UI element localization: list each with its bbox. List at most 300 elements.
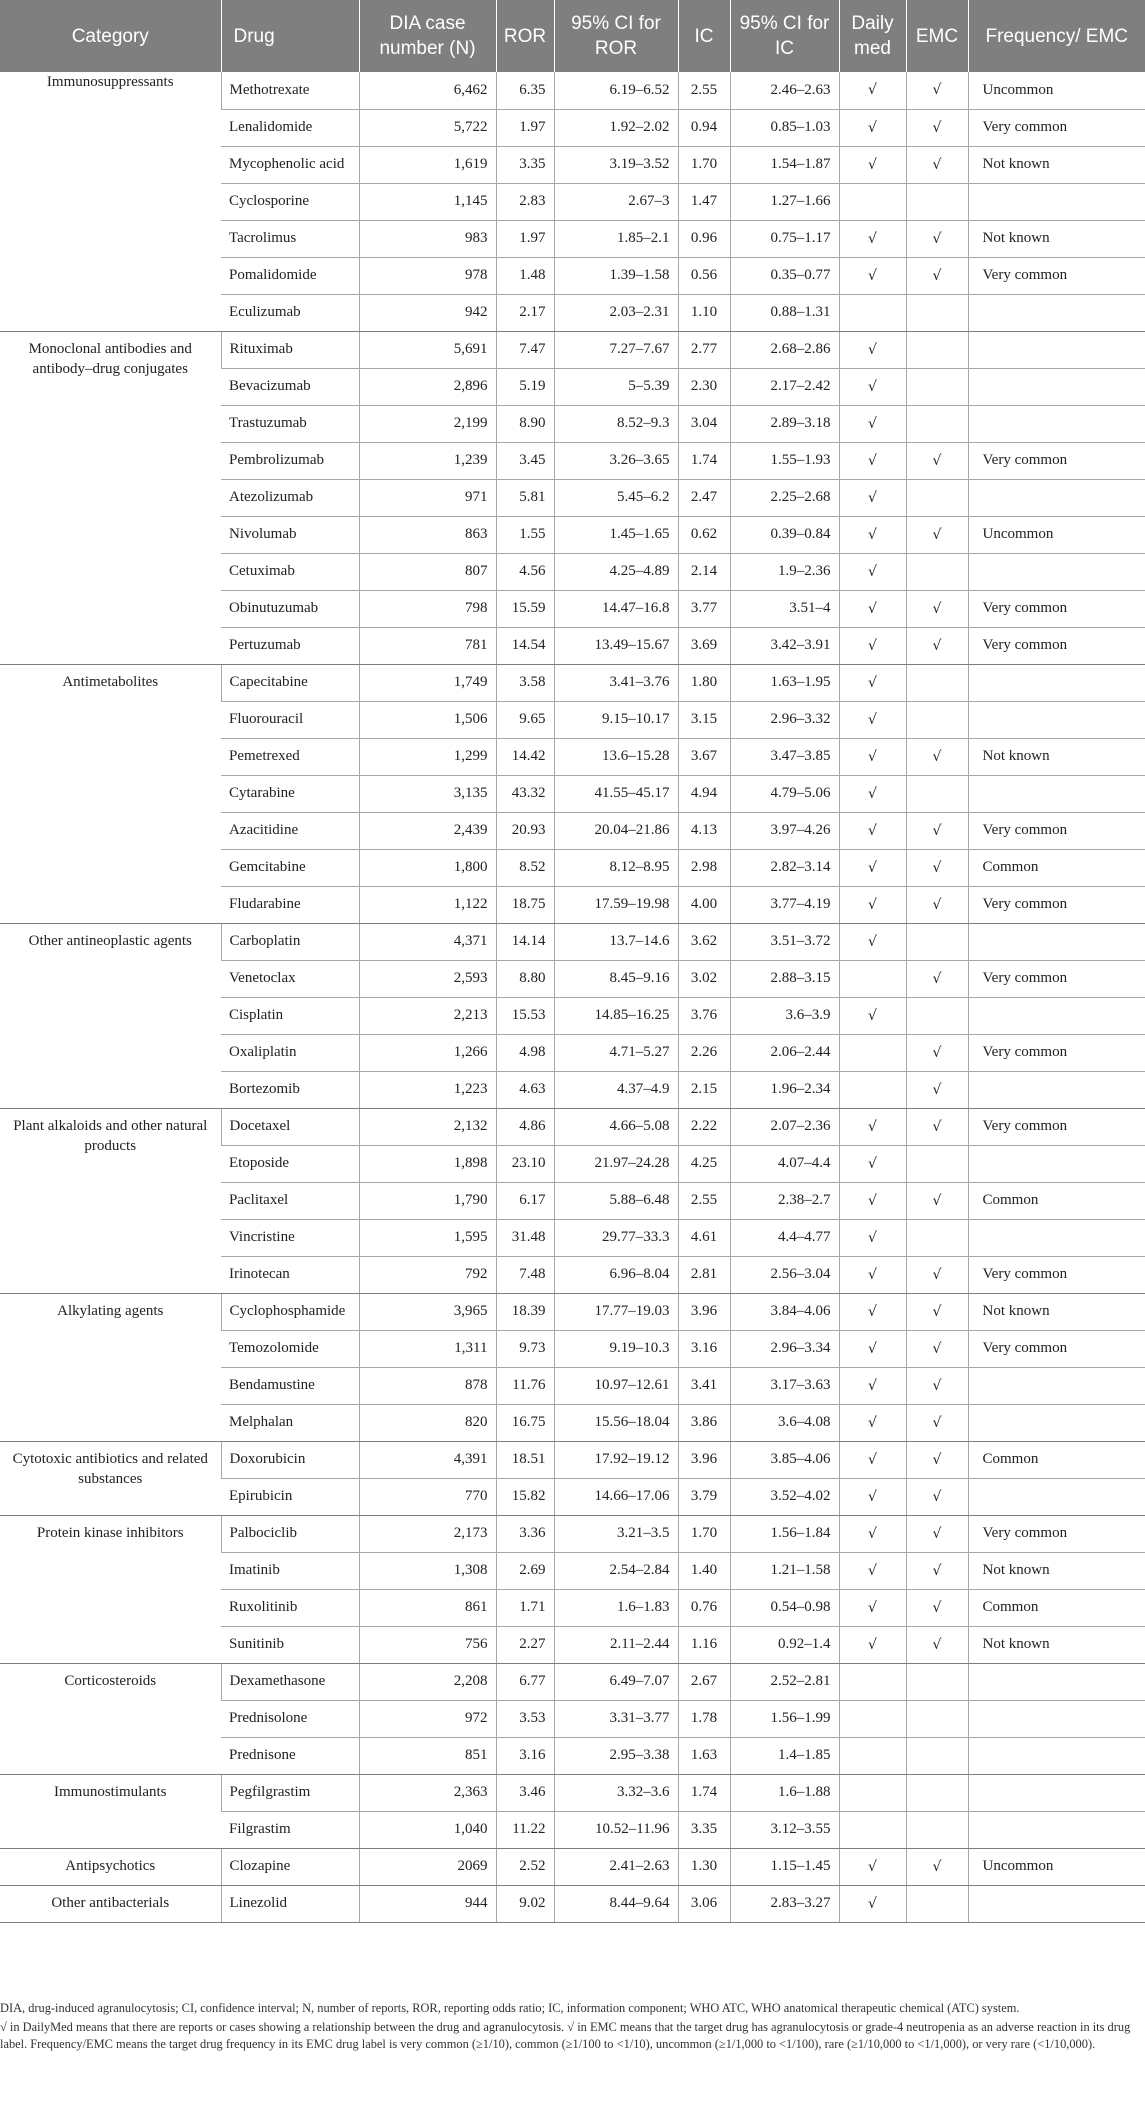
check-mark-icon: √ — [868, 1636, 877, 1653]
ror-ci-value: 14.47–16.8 — [554, 590, 678, 627]
ror-value: 14.14 — [496, 923, 554, 960]
ic-ci-value: 3.52–4.02 — [730, 1478, 839, 1515]
col-header-ic-ci: 95% CI for IC — [730, 0, 839, 72]
emc-check-cell — [906, 183, 968, 220]
ic-ci-value: 3.77–4.19 — [730, 886, 839, 923]
dailymed-check-cell — [839, 109, 906, 146]
emc-check-cell — [906, 1293, 968, 1330]
ror-ci-value: 6.49–7.07 — [554, 1663, 678, 1700]
ic-ci-value: 0.92–1.4 — [730, 1626, 839, 1663]
ror-ci-value: 13.7–14.6 — [554, 923, 678, 960]
dia-case-number: 1,299 — [359, 738, 496, 775]
category-cell: Plant alkaloids and other natural products — [0, 1108, 221, 1293]
dia-case-number: 4,371 — [359, 923, 496, 960]
ic-ci-value: 1.6–1.88 — [730, 1774, 839, 1811]
ror-ci-value: 1.6–1.83 — [554, 1589, 678, 1626]
ic-value: 1.63 — [678, 1737, 730, 1774]
category-cell: Monoclonal antibodies and antibody–drug conjugates — [0, 331, 221, 664]
dailymed-check-cell — [839, 1774, 906, 1811]
drug-name: Lenalidomide — [221, 109, 359, 146]
category-cell: Alkylating agents — [0, 1293, 221, 1441]
ic-ci-value: 1.96–2.34 — [730, 1071, 839, 1108]
emc-check-cell — [906, 1737, 968, 1774]
ic-value: 2.81 — [678, 1256, 730, 1293]
check-mark-icon: √ — [932, 526, 942, 543]
ic-value: 3.96 — [678, 1441, 730, 1478]
check-mark-icon: √ — [868, 1895, 877, 1912]
ic-value: 3.96 — [678, 1293, 730, 1330]
ic-value: 3.06 — [678, 1885, 730, 1922]
drug-name: Doxorubicin — [221, 1441, 359, 1478]
check-mark-icon: √ — [868, 1414, 877, 1431]
frequency-emc-value: Not known — [968, 146, 1145, 183]
ic-value: 1.10 — [678, 294, 730, 331]
dia-case-number: 1,898 — [359, 1145, 496, 1182]
dia-case-number: 5,722 — [359, 109, 496, 146]
check-mark-icon: √ — [932, 1081, 942, 1098]
ic-value: 3.41 — [678, 1367, 730, 1404]
ror-value: 23.10 — [496, 1145, 554, 1182]
check-mark-icon: √ — [868, 1192, 877, 1209]
check-mark-icon: √ — [868, 1451, 877, 1468]
dailymed-check-cell — [839, 1219, 906, 1256]
drug-name: Ruxolitinib — [221, 1589, 359, 1626]
check-mark-icon: √ — [932, 452, 942, 469]
drug-name: Melphalan — [221, 1404, 359, 1441]
ic-ci-value: 1.56–1.84 — [730, 1515, 839, 1552]
emc-check-cell — [906, 738, 968, 775]
ror-value: 1.71 — [496, 1589, 554, 1626]
ror-ci-value: 8.52–9.3 — [554, 405, 678, 442]
table-row — [0, 1885, 1145, 1922]
frequency-emc-value — [968, 1885, 1145, 1922]
dailymed-check-cell — [839, 294, 906, 331]
ic-ci-value: 2.89–3.18 — [730, 405, 839, 442]
emc-check-cell — [906, 1589, 968, 1626]
check-mark-icon: √ — [932, 600, 942, 617]
check-mark-icon: √ — [868, 1229, 877, 1246]
ror-value: 18.51 — [496, 1441, 554, 1478]
dia-case-number: 851 — [359, 1737, 496, 1774]
col-header-ror: ROR — [496, 0, 554, 72]
dia-case-number: 2069 — [359, 1848, 496, 1885]
frequency-emc-value — [968, 1478, 1145, 1515]
ror-ci-value: 2.03–2.31 — [554, 294, 678, 331]
check-mark-icon: √ — [932, 119, 942, 136]
emc-check-cell — [906, 1330, 968, 1367]
ic-value: 2.77 — [678, 331, 730, 368]
frequency-emc-value: Very common — [968, 109, 1145, 146]
dia-case-number: 1,122 — [359, 886, 496, 923]
dailymed-check-cell — [839, 775, 906, 812]
ror-value: 20.93 — [496, 812, 554, 849]
emc-check-cell — [906, 923, 968, 960]
ic-value: 2.47 — [678, 479, 730, 516]
ic-ci-value: 1.9–2.36 — [730, 553, 839, 590]
dia-case-number: 971 — [359, 479, 496, 516]
dia-case-number: 972 — [359, 1700, 496, 1737]
emc-check-cell — [906, 627, 968, 664]
ror-value: 14.54 — [496, 627, 554, 664]
check-mark-icon: √ — [868, 859, 877, 876]
dia-case-number: 2,132 — [359, 1108, 496, 1145]
drug-name: Cetuximab — [221, 553, 359, 590]
drug-name: Pegfilgrastim — [221, 1774, 359, 1811]
frequency-emc-value — [968, 664, 1145, 701]
ic-value: 4.25 — [678, 1145, 730, 1182]
dailymed-check-cell — [839, 1848, 906, 1885]
ror-ci-value: 10.97–12.61 — [554, 1367, 678, 1404]
ror-ci-value: 20.04–21.86 — [554, 812, 678, 849]
ror-value: 3.53 — [496, 1700, 554, 1737]
ror-ci-value: 9.19–10.3 — [554, 1330, 678, 1367]
check-mark-icon: √ — [932, 896, 942, 913]
ic-ci-value: 1.27–1.66 — [730, 183, 839, 220]
dia-case-number: 1,145 — [359, 183, 496, 220]
drug-name: Bortezomib — [221, 1071, 359, 1108]
ror-ci-value: 13.6–15.28 — [554, 738, 678, 775]
check-mark-icon: √ — [868, 896, 877, 913]
table-row — [0, 1848, 1145, 1885]
ror-value: 31.48 — [496, 1219, 554, 1256]
drug-name: Fludarabine — [221, 886, 359, 923]
ic-value: 3.02 — [678, 960, 730, 997]
drug-name: Rituximab — [221, 331, 359, 368]
check-mark-icon: √ — [868, 1599, 877, 1616]
ror-value: 6.17 — [496, 1182, 554, 1219]
ror-value: 2.17 — [496, 294, 554, 331]
ror-ci-value: 4.71–5.27 — [554, 1034, 678, 1071]
ic-value: 3.69 — [678, 627, 730, 664]
emc-check-cell — [906, 1515, 968, 1552]
dia-case-number: 1,239 — [359, 442, 496, 479]
emc-check-cell — [906, 1663, 968, 1700]
ror-ci-value: 1.92–2.02 — [554, 109, 678, 146]
dailymed-check-cell — [839, 442, 906, 479]
ror-value: 6.77 — [496, 1663, 554, 1700]
table-row — [0, 1108, 1145, 1145]
ror-ci-value: 2.41–2.63 — [554, 1848, 678, 1885]
frequency-emc-value: Uncommon — [968, 72, 1145, 109]
dia-case-number: 2,208 — [359, 1663, 496, 1700]
frequency-emc-value: Not known — [968, 738, 1145, 775]
check-mark-icon: √ — [932, 1303, 942, 1320]
frequency-emc-value — [968, 1737, 1145, 1774]
drug-name: Gemcitabine — [221, 849, 359, 886]
emc-check-cell — [906, 664, 968, 701]
ic-value: 0.76 — [678, 1589, 730, 1626]
dia-case-number: 820 — [359, 1404, 496, 1441]
ic-value: 1.70 — [678, 1515, 730, 1552]
category-cell: Immunosuppressants — [0, 72, 221, 331]
ic-ci-value: 2.06–2.44 — [730, 1034, 839, 1071]
ic-ci-value: 0.39–0.84 — [730, 516, 839, 553]
check-mark-icon: √ — [868, 1155, 877, 1172]
ic-ci-value: 3.17–3.63 — [730, 1367, 839, 1404]
ror-ci-value: 41.55–45.17 — [554, 775, 678, 812]
dia-case-number: 944 — [359, 1885, 496, 1922]
check-mark-icon: √ — [932, 82, 942, 99]
check-mark-icon: √ — [932, 970, 942, 987]
ror-value: 9.73 — [496, 1330, 554, 1367]
ror-ci-value: 4.37–4.9 — [554, 1071, 678, 1108]
col-header-drug: Drug — [221, 0, 359, 72]
drug-name: Prednisone — [221, 1737, 359, 1774]
check-mark-icon: √ — [932, 1044, 942, 1061]
ror-value: 7.47 — [496, 331, 554, 368]
ror-ci-value: 4.66–5.08 — [554, 1108, 678, 1145]
emc-check-cell — [906, 1626, 968, 1663]
ror-ci-value: 29.77–33.3 — [554, 1219, 678, 1256]
ror-value: 1.48 — [496, 257, 554, 294]
emc-check-cell — [906, 1700, 968, 1737]
emc-check-cell — [906, 849, 968, 886]
ror-ci-value: 8.44–9.64 — [554, 1885, 678, 1922]
frequency-emc-value: Uncommon — [968, 516, 1145, 553]
dia-case-number: 6,462 — [359, 72, 496, 109]
category-cell: Cytotoxic antibiotics and related substances — [0, 1441, 221, 1515]
dailymed-check-cell — [839, 664, 906, 701]
col-header-ror-ci: 95% CI for ROR — [554, 0, 678, 72]
check-mark-icon: √ — [868, 1858, 877, 1875]
ror-value: 5.19 — [496, 368, 554, 405]
emc-check-cell — [906, 1404, 968, 1441]
emc-check-cell — [906, 812, 968, 849]
emc-check-cell — [906, 368, 968, 405]
ror-ci-value: 14.66–17.06 — [554, 1478, 678, 1515]
check-mark-icon: √ — [932, 822, 942, 839]
table-row — [0, 72, 1145, 109]
ic-ci-value: 2.83–3.27 — [730, 1885, 839, 1922]
ror-value: 3.35 — [496, 146, 554, 183]
dailymed-check-cell — [839, 1478, 906, 1515]
frequency-emc-value — [968, 1404, 1145, 1441]
frequency-emc-value: Very common — [968, 1034, 1145, 1071]
emc-check-cell — [906, 886, 968, 923]
ic-ci-value: 0.75–1.17 — [730, 220, 839, 257]
emc-check-cell — [906, 590, 968, 627]
dailymed-check-cell — [839, 960, 906, 997]
ror-ci-value: 14.85–16.25 — [554, 997, 678, 1034]
dailymed-check-cell — [839, 146, 906, 183]
check-mark-icon: √ — [932, 267, 942, 284]
dailymed-check-cell — [839, 1441, 906, 1478]
col-header-emc: EMC — [906, 0, 968, 72]
ic-ci-value: 3.51–3.72 — [730, 923, 839, 960]
drug-name: Bendamustine — [221, 1367, 359, 1404]
dailymed-check-cell — [839, 331, 906, 368]
frequency-emc-value — [968, 1367, 1145, 1404]
ic-value: 3.67 — [678, 738, 730, 775]
dailymed-check-cell — [839, 1182, 906, 1219]
ror-value: 5.81 — [496, 479, 554, 516]
dia-case-number: 1,595 — [359, 1219, 496, 1256]
ror-value: 18.75 — [496, 886, 554, 923]
ror-ci-value: 5–5.39 — [554, 368, 678, 405]
dia-case-number: 2,199 — [359, 405, 496, 442]
check-mark-icon: √ — [868, 748, 877, 765]
frequency-emc-value: Very common — [968, 257, 1145, 294]
emc-check-cell — [906, 516, 968, 553]
emc-check-cell — [906, 294, 968, 331]
frequency-emc-value: Very common — [968, 627, 1145, 664]
ic-ci-value: 2.88–3.15 — [730, 960, 839, 997]
frequency-emc-value — [968, 1219, 1145, 1256]
drug-name: Methotrexate — [221, 72, 359, 109]
ic-value: 1.40 — [678, 1552, 730, 1589]
frequency-emc-value — [968, 553, 1145, 590]
drug-name: Fluorouracil — [221, 701, 359, 738]
table-row — [0, 331, 1145, 368]
check-mark-icon: √ — [932, 748, 942, 765]
emc-check-cell — [906, 1256, 968, 1293]
ic-ci-value: 2.96–3.34 — [730, 1330, 839, 1367]
check-mark-icon: √ — [868, 1488, 877, 1505]
ic-ci-value: 1.56–1.99 — [730, 1700, 839, 1737]
ic-value: 2.30 — [678, 368, 730, 405]
check-mark-icon: √ — [932, 859, 942, 876]
dailymed-check-cell — [839, 701, 906, 738]
ror-value: 11.22 — [496, 1811, 554, 1848]
drug-name: Carboplatin — [221, 923, 359, 960]
dailymed-check-cell — [839, 1885, 906, 1922]
ic-ci-value: 3.6–3.9 — [730, 997, 839, 1034]
ror-value: 4.98 — [496, 1034, 554, 1071]
drug-name: Cytarabine — [221, 775, 359, 812]
ic-value: 2.98 — [678, 849, 730, 886]
ror-ci-value: 5.45–6.2 — [554, 479, 678, 516]
frequency-emc-value: Very common — [968, 1256, 1145, 1293]
ic-value: 2.15 — [678, 1071, 730, 1108]
ic-ci-value: 2.56–3.04 — [730, 1256, 839, 1293]
ic-value: 4.13 — [678, 812, 730, 849]
ic-ci-value: 3.47–3.85 — [730, 738, 839, 775]
check-mark-icon: √ — [868, 526, 877, 543]
ic-value: 3.35 — [678, 1811, 730, 1848]
ror-ci-value: 1.85–2.1 — [554, 220, 678, 257]
ror-ci-value: 2.95–3.38 — [554, 1737, 678, 1774]
table-row — [0, 923, 1145, 960]
ic-value: 3.76 — [678, 997, 730, 1034]
check-mark-icon: √ — [868, 489, 877, 506]
ror-value: 4.63 — [496, 1071, 554, 1108]
table-row — [0, 1293, 1145, 1330]
check-mark-icon: √ — [932, 1266, 942, 1283]
frequency-emc-value: Not known — [968, 1552, 1145, 1589]
emc-check-cell — [906, 1478, 968, 1515]
check-mark-icon: √ — [868, 1525, 877, 1542]
ic-value: 1.30 — [678, 1848, 730, 1885]
ror-ci-value: 5.88–6.48 — [554, 1182, 678, 1219]
dailymed-check-cell — [839, 553, 906, 590]
ror-value: 6.35 — [496, 72, 554, 109]
dailymed-check-cell — [839, 479, 906, 516]
dia-case-number: 2,363 — [359, 1774, 496, 1811]
ror-value: 3.16 — [496, 1737, 554, 1774]
frequency-emc-value: Very common — [968, 442, 1145, 479]
drug-name: Eculizumab — [221, 294, 359, 331]
drug-name: Irinotecan — [221, 1256, 359, 1293]
frequency-emc-value: Common — [968, 1589, 1145, 1626]
dia-case-number: 807 — [359, 553, 496, 590]
dia-case-number: 2,593 — [359, 960, 496, 997]
ror-ci-value: 3.31–3.77 — [554, 1700, 678, 1737]
ic-ci-value: 1.15–1.45 — [730, 1848, 839, 1885]
ic-ci-value: 0.85–1.03 — [730, 109, 839, 146]
dia-case-number: 1,223 — [359, 1071, 496, 1108]
ror-value: 3.58 — [496, 664, 554, 701]
dia-case-number: 4,391 — [359, 1441, 496, 1478]
dailymed-check-cell — [839, 1293, 906, 1330]
check-mark-icon: √ — [868, 1007, 877, 1024]
emc-check-cell — [906, 701, 968, 738]
ic-value: 1.74 — [678, 1774, 730, 1811]
check-mark-icon: √ — [868, 1340, 877, 1357]
frequency-emc-value — [968, 1071, 1145, 1108]
ror-ci-value: 1.39–1.58 — [554, 257, 678, 294]
ic-value: 2.22 — [678, 1108, 730, 1145]
table-row — [0, 1663, 1145, 1700]
dia-case-number: 1,506 — [359, 701, 496, 738]
ror-ci-value: 17.77–19.03 — [554, 1293, 678, 1330]
ic-ci-value: 2.17–2.42 — [730, 368, 839, 405]
emc-check-cell — [906, 331, 968, 368]
dailymed-check-cell — [839, 72, 906, 109]
frequency-emc-value — [968, 294, 1145, 331]
emc-check-cell — [906, 479, 968, 516]
ic-value: 4.94 — [678, 775, 730, 812]
frequency-emc-value — [968, 183, 1145, 220]
category-cell: Antipsychotics — [0, 1848, 221, 1885]
ror-value: 4.56 — [496, 553, 554, 590]
dia-case-number: 1,311 — [359, 1330, 496, 1367]
ic-ci-value: 3.97–4.26 — [730, 812, 839, 849]
dia-case-number: 770 — [359, 1478, 496, 1515]
ic-value: 2.55 — [678, 72, 730, 109]
ror-value: 3.36 — [496, 1515, 554, 1552]
category-cell: Other antibacterials — [0, 1885, 221, 1922]
check-mark-icon: √ — [932, 1414, 942, 1431]
dailymed-check-cell — [839, 1145, 906, 1182]
ror-ci-value: 6.19–6.52 — [554, 72, 678, 109]
dailymed-check-cell — [839, 849, 906, 886]
ic-value: 2.26 — [678, 1034, 730, 1071]
frequency-emc-value: Very common — [968, 812, 1145, 849]
ror-ci-value: 2.11–2.44 — [554, 1626, 678, 1663]
check-mark-icon: √ — [868, 785, 877, 802]
check-mark-icon: √ — [868, 415, 877, 432]
frequency-emc-value — [968, 1700, 1145, 1737]
emc-check-cell — [906, 1219, 968, 1256]
check-mark-icon: √ — [868, 933, 877, 950]
frequency-emc-value: Very common — [968, 1330, 1145, 1367]
ic-value: 3.62 — [678, 923, 730, 960]
ror-ci-value: 3.19–3.52 — [554, 146, 678, 183]
check-mark-icon: √ — [932, 1118, 942, 1135]
ror-ci-value: 3.41–3.76 — [554, 664, 678, 701]
drug-name: Pemetrexed — [221, 738, 359, 775]
drug-name: Docetaxel — [221, 1108, 359, 1145]
check-mark-icon: √ — [868, 267, 877, 284]
footnote-definitions: √ in DailyMed means that there are reports or cases showing a relationship between the drug and agranulocytosis. √ in EMC means that the target drug has agranulocytosis or grade-4 neutropenia as an adverse reaction in its drug label. Frequency/EMC means the target drug frequency in its EMC drug label is very common (≥1/10), common (≥1/100 to <1/10), uncommon (≥1/1,000 to <1/100), rare (≥1/10,000 to <1/1,000), or very rare (<1/10,000). — [0, 2020, 1131, 2051]
ror-ci-value: 9.15–10.17 — [554, 701, 678, 738]
dia-case-number: 863 — [359, 516, 496, 553]
dailymed-check-cell — [839, 1663, 906, 1700]
drug-name: Etoposide — [221, 1145, 359, 1182]
drug-name: Pembrolizumab — [221, 442, 359, 479]
ic-ci-value: 3.12–3.55 — [730, 1811, 839, 1848]
ic-value: 3.77 — [678, 590, 730, 627]
